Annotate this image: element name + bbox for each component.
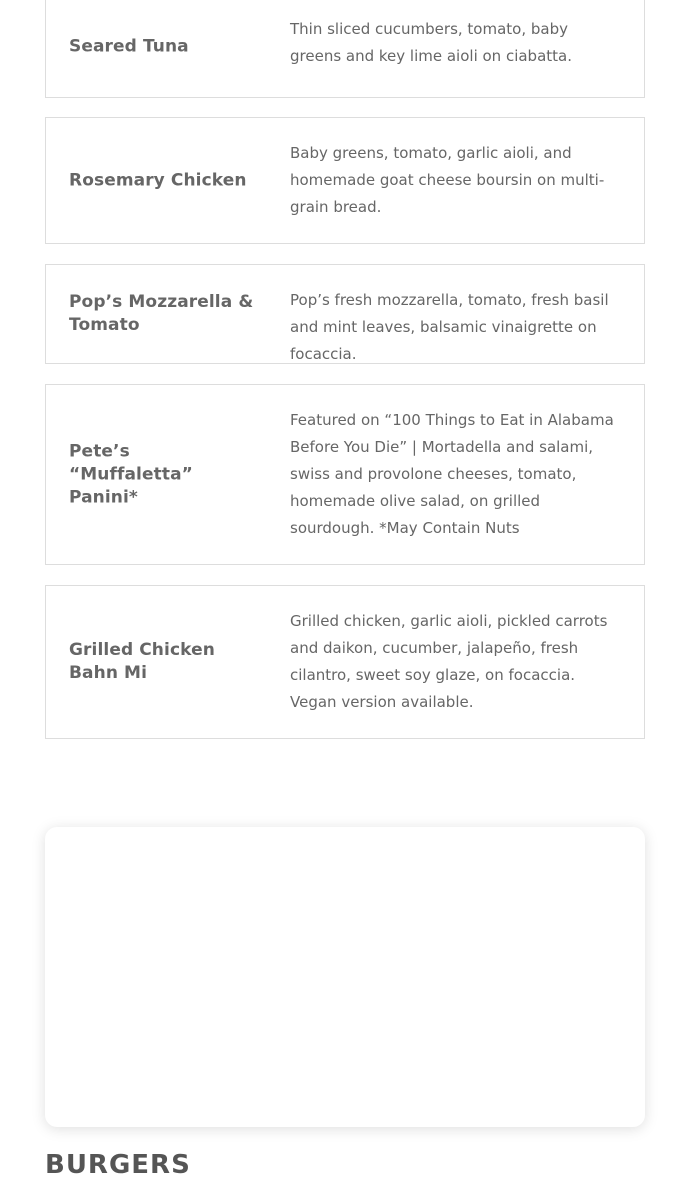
menu-item-description: Thin sliced cucumbers, tomato, baby greens and key lime aioli on ciabatta. xyxy=(290,20,572,65)
section-heading-burgers: BURGERS xyxy=(45,1150,191,1180)
menu-item-description: Pop’s fresh mozzarella, tomato, fresh basil and mint leaves, balsamic vinaigrette on focaccia. xyxy=(290,291,609,363)
menu-item-card xyxy=(45,117,645,244)
menu-item-description: Featured on “100 Things to Eat in Alabama Before You Die” | Mortadella and salami, swiss and provolone cheeses, tomato, homemade olive salad, on grilled sourdough. *May Contain Nuts xyxy=(290,411,614,537)
menu-item-name: Rosemary Chicken xyxy=(69,170,247,190)
media-card xyxy=(45,827,645,1127)
menu-item-card xyxy=(45,264,645,364)
menu-item-description: Baby greens, tomato, garlic aioli, and homemade goat cheese boursin on multi-grain bread. xyxy=(290,144,605,216)
menu-item-name: Grilled Chicken Bahn Mi xyxy=(69,640,215,683)
menu-item-card xyxy=(45,585,645,739)
menu-item-name: Pete’s “Muffaletta” Panini* xyxy=(69,441,193,507)
menu-item-name: Seared Tuna xyxy=(69,36,189,57)
menu-item-card xyxy=(45,384,645,565)
menu-item-description: Grilled chicken, garlic aioli, pickled carrots and daikon, cucumber, jalapeño, fresh cilantro, sweet soy glaze, on focaccia. Vegan version available. xyxy=(290,612,608,711)
menu-item-name: Pop’s Mozzarella & Tomato xyxy=(69,292,254,335)
menu-item-card xyxy=(45,0,645,98)
